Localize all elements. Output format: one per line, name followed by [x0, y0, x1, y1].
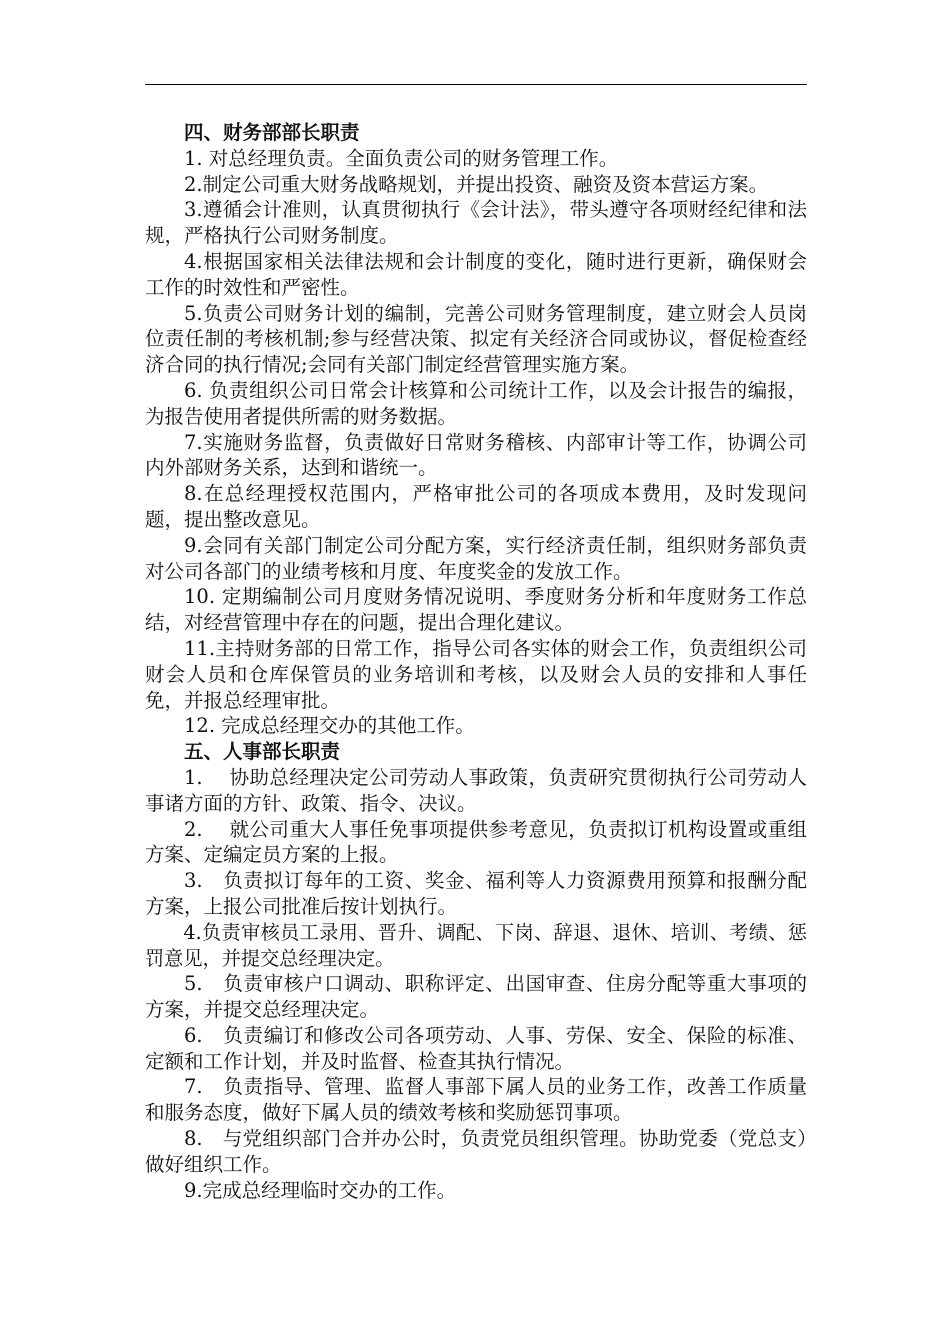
hr-duty-6: 6. 负责编订和修改公司各项劳动、人事、劳保、安全、保险的标准、定额和工作计划，并及时监督、检查其执行情况。 [145, 1023, 807, 1073]
finance-duty-7: 7.实施财务监督，负责做好日常财务稽核、内部审计等工作，协调公司内外部财务关系，达到和谐统一。 [145, 430, 807, 480]
finance-duty-4: 4.根据国家相关法律法规和会计制度的变化，随时进行更新，确保财会工作的时效性和严密性。 [145, 249, 807, 299]
section-heading-hr: 五、人事部长职责 [184, 740, 341, 764]
header-rule [145, 84, 807, 85]
hr-duty-5: 5. 负责审核户口调动、职称评定、出国审查、住房分配等重大事项的方案，并提交总经理决定。 [145, 972, 807, 1022]
hr-duty-3: 3. 负责拟订每年的工资、奖金、福利等人力资源费用预算和报酬分配方案，上报公司批准后按计划执行。 [145, 869, 807, 918]
hr-duty-8: 8. 与党组织部门合并办公时，负责党员组织管理。协助党委（党总支）做好组织工作。 [145, 1127, 807, 1176]
finance-duty-12: 12. 完成总经理交办的其他工作。 [184, 714, 475, 738]
finance-duty-8: 8.在总经理授权范围内，严格审批公司的各项成本费用，及时发现问题，提出整改意见。 [145, 482, 807, 531]
document-body [145, 120, 807, 1203]
finance-duty-6: 6. 负责组织公司日常会计核算和公司统计工作，以及会计报告的编报，为报告使用者提供所需的财务数据。 [145, 378, 807, 428]
section-heading-finance: 四、财务部部长职责 [184, 121, 360, 144]
finance-duty-3: 3.遵循会计准则，认真贯彻执行《会计法》，带头遵守各项财经纪律和法规，严格执行公司财务制度。 [145, 198, 807, 248]
finance-duty-11: 11.主持财务部的日常工作，指导公司各实体的财会工作，负责组织公司财会人员和仓库保管员的业务培训和考核，以及财会人员的安排和人事任免，并报总经理审批。 [145, 636, 807, 712]
finance-duty-10: 10. 定期编制公司月度财务情况说明、季度财务分析和年度财务工作总结，对经营管理中存在的问题，提出合理化建议。 [145, 585, 807, 635]
hr-duty-7: 7. 负责指导、管理、监督人事部下属人员的业务工作，改善工作质量和服务态度，做好下属人员的绩效考核和奖励惩罚事项。 [145, 1075, 807, 1125]
hr-duty-4: 4.负责审核员工录用、晋升、调配、下岗、辞退、退休、培训、考绩、惩罚意见，并提交总经理决定。 [145, 920, 807, 970]
hr-duty-2: 2. 就公司重大人事任免事项提供参考意见，负责拟订机构设置或重组方案、定编定员方案的上报。 [145, 817, 807, 867]
hr-duty-1: 1. 协助总经理决定公司劳动人事政策，负责研究贯彻执行公司劳动人事诸方面的方针、政策、指令、决议。 [145, 765, 807, 815]
finance-duty-9: 9.会同有关部门制定公司分配方案，实行经济责任制，组织财务部负责对公司各部门的业绩考核和月度、年度奖金的发放工作。 [145, 533, 807, 583]
finance-duty-5: 5.负责公司财务计划的编制，完善公司财务管理制度，建立财会人员岗位责任制的考核机制;参与经营决策、拟定有关经济合同或协议，督促检查经济合同的执行情况;会同有关部门制定经营管理实施方案。 [145, 301, 807, 377]
finance-duty-1: 1. 对总经理负责。全面负责公司的财务管理工作。 [184, 146, 619, 170]
finance-duty-2: 2.制定公司重大财务战略规划，并提出投资、融资及资本营运方案。 [184, 172, 769, 196]
hr-duty-9: 9.完成总经理临时交办的工作。 [184, 1178, 457, 1202]
